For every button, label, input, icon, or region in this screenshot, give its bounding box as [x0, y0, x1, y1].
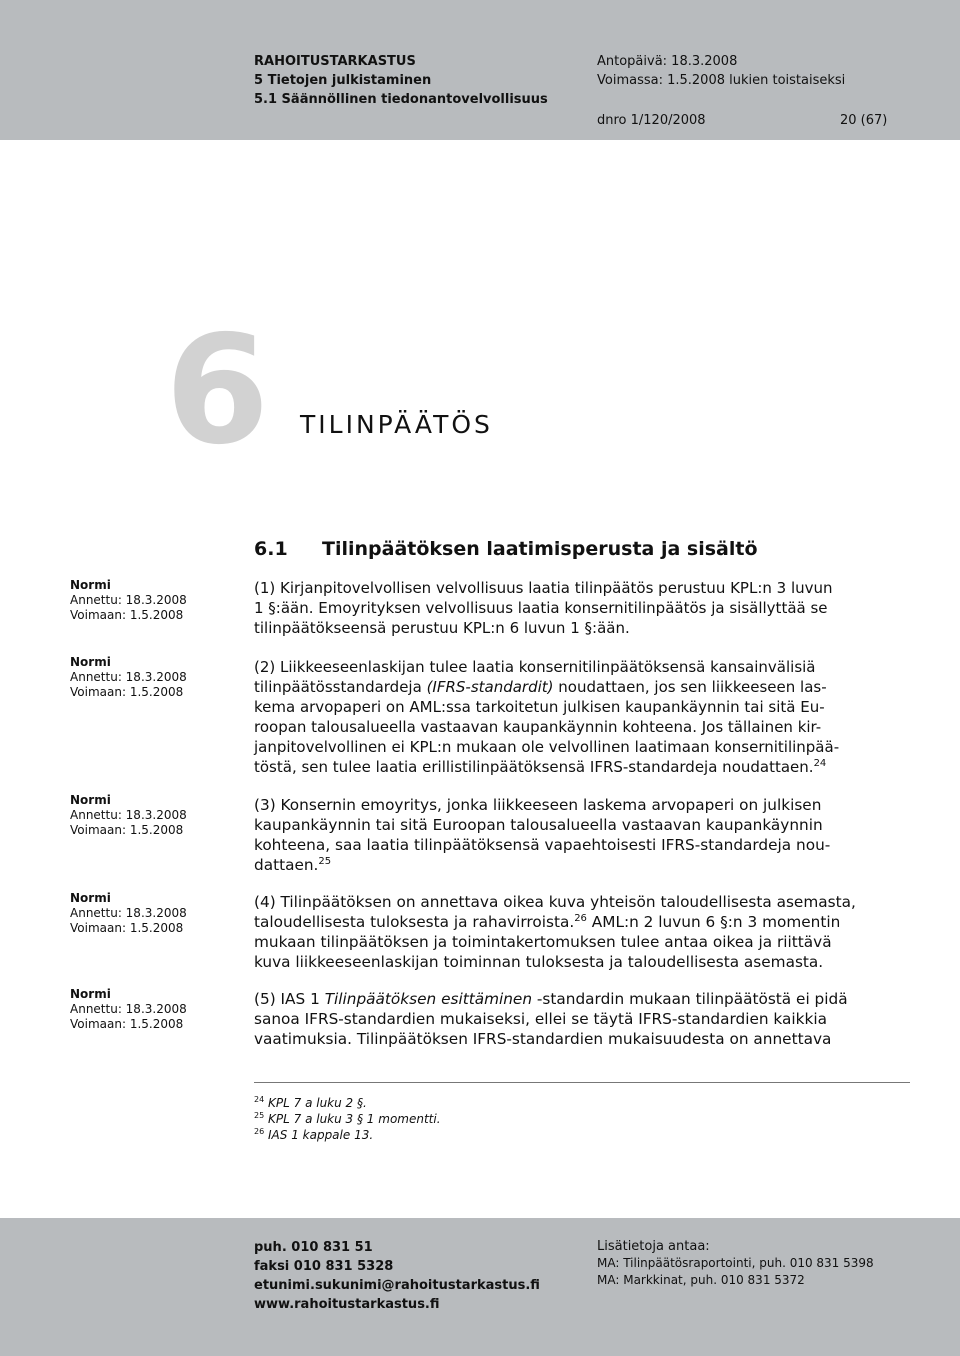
text-segment: (5) IAS 1 [254, 990, 325, 1008]
footer-info [597, 1238, 874, 1289]
text-line [254, 989, 894, 1009]
text-line: (1) Kirjanpitovelvollisen velvollisuus laatia tilinpäätös perustuu KPL:n 3 luvun [254, 579, 833, 597]
margin-note-issued: Annettu: 18.3.2008 [70, 906, 187, 920]
section-heading [254, 538, 758, 560]
chapter-title: TILINPÄÄTÖS [300, 410, 493, 439]
issue-date: Antopäivä: 18.3.2008 [597, 54, 738, 69]
margin-note-issued: Annettu: 18.3.2008 [70, 593, 187, 607]
section-number: 6.1 [254, 538, 288, 560]
text-line: (3) Konsernin emoyritys, jonka liikkeeseen laskema arvopaperi on julkisen [254, 796, 822, 814]
header-left [254, 52, 548, 109]
section-ref: 5.1 Säännöllinen tiedonantovelvollisuus [254, 92, 548, 107]
margin-note [70, 655, 187, 700]
info-title: Lisätietoja antaa: [597, 1239, 710, 1254]
text-line: tilinpäätökseensä perustuu KPL:n 6 luvun 1 §:ään. [254, 619, 630, 637]
paragraph-4 [254, 892, 894, 972]
org-name: RAHOITUSTARKASTUS [254, 54, 416, 69]
margin-note-type: Normi [70, 891, 111, 905]
text-line: kema arvopaperi on AML:ssa tarkoitetun julkisen kaupankäynnin tai sitä Eu- [254, 698, 825, 716]
text-line: mukaan tilinpäätöksen ja toimintakertomuksen tulee antaa oikea ja riittävä [254, 933, 832, 951]
text-line: 1 §:ään. Emoyrityksen velvollisuus laatia konsernitilinpäätös ja sisällyttää se [254, 599, 828, 617]
footnote-number: 26 [254, 1127, 265, 1136]
margin-note-issued: Annettu: 18.3.2008 [70, 808, 187, 822]
text-line: vaatimuksia. Tilinpäätöksen IFRS-standardien mukaisuudesta on annettava [254, 1030, 832, 1048]
header-right [597, 52, 845, 90]
footer-contacts [254, 1238, 540, 1314]
paragraph-3 [254, 795, 894, 875]
text-segment: noudattaen, jos sen liikkeeseen las- [553, 678, 827, 696]
margin-note [70, 578, 187, 623]
margin-note-type: Normi [70, 793, 111, 807]
paragraph-2 [254, 657, 894, 777]
text-line [254, 677, 894, 697]
footnote-number: 25 [254, 1111, 265, 1120]
footnote-number: 24 [254, 1095, 265, 1104]
text-segment: AML:n 2 luvun 6 §:n 3 momentin [586, 913, 841, 931]
margin-note-effective: Voimaan: 1.5.2008 [70, 608, 184, 622]
text-line: sanoa IFRS-standardien mukaiseksi, ellei se täytä IFRS-standardien kaikkia [254, 1010, 827, 1028]
margin-note-effective: Voimaan: 1.5.2008 [70, 823, 184, 837]
validity: Voimassa: 1.5.2008 lukien toistaiseksi [597, 73, 846, 88]
paragraph-5 [254, 989, 894, 1049]
margin-note [70, 793, 187, 838]
text-line: (2) Liikkeeseenlaskijan tulee laatia konsernitilinpäätöksensä kansainvälisiä [254, 658, 816, 676]
email-link[interactable]: etunimi.sukunimi@rahoitustarkastus.fi [254, 1278, 540, 1293]
footnote [254, 1128, 373, 1142]
page-footer [0, 1218, 960, 1356]
contact-line: MA: Markkinat, puh. 010 831 5372 [597, 1273, 805, 1287]
footnote [254, 1112, 441, 1126]
footnote-divider [254, 1082, 910, 1083]
footnote-text: IAS 1 kappale 13. [268, 1128, 374, 1142]
section-title: Tilinpäätöksen laatimisperusta ja sisältö [322, 538, 758, 560]
footnote [254, 1096, 367, 1110]
margin-note-issued: Annettu: 18.3.2008 [70, 1002, 187, 1016]
margin-note-type: Normi [70, 578, 111, 592]
text-line: roopan talousalueella vastaavan kaupankäynnin kohteena. Jos tällainen kir- [254, 718, 822, 736]
page-header [0, 0, 960, 140]
margin-note-effective: Voimaan: 1.5.2008 [70, 1017, 184, 1031]
text-segment: tilinpäätösstandardeja [254, 678, 427, 696]
website-link[interactable]: www.rahoitustarkastus.fi [254, 1297, 440, 1312]
footnote-text: KPL 7 a luku 3 § 1 momentti. [268, 1112, 441, 1126]
phone: puh. 010 831 51 [254, 1240, 373, 1255]
margin-note-type: Normi [70, 987, 111, 1001]
margin-note-issued: Annettu: 18.3.2008 [70, 670, 187, 684]
text-segment: taloudellisesta tuloksesta ja rahavirroista. [254, 913, 575, 931]
text-segment: -standardin mukaan tilinpäätöstä ei pidä [532, 990, 848, 1008]
contact-line: MA: Tilinpäätösraportointi, puh. 010 831 5398 [597, 1256, 874, 1270]
footnote-ref[interactable]: 26 [574, 913, 587, 924]
italic-term: (IFRS-standardit) [426, 678, 554, 696]
page-number: 20 (67) [840, 113, 888, 128]
footnote-ref[interactable]: 25 [318, 856, 332, 867]
footnote-text: KPL 7 a luku 2 §. [268, 1096, 367, 1110]
document-number: dnro 1/120/2008 [597, 113, 706, 128]
margin-note [70, 891, 187, 936]
margin-note-effective: Voimaan: 1.5.2008 [70, 921, 184, 935]
text-line: kaupankäynnin tai sitä Euroopan talousalueella vastaavan kaupankäynnin [254, 816, 823, 834]
margin-note [70, 987, 187, 1032]
text-line [254, 855, 894, 875]
fax: faksi 010 831 5328 [254, 1259, 394, 1274]
paragraph-1 [254, 578, 894, 638]
text-line: (4) Tilinpäätöksen on annettava oikea kuva yhteisön taloudellisesta asemasta, [254, 893, 856, 911]
text-segment: dattaen. [254, 856, 319, 874]
chapter-number: 6 [165, 304, 270, 478]
margin-note-effective: Voimaan: 1.5.2008 [70, 685, 184, 699]
italic-term: Tilinpäätöksen esittäminen [324, 990, 533, 1008]
footnote-ref[interactable]: 24 [813, 758, 827, 769]
chapter-ref: 5 Tietojen julkistaminen [254, 73, 432, 88]
text-line [254, 912, 894, 932]
text-segment: töstä, sen tulee laatia erillistilinpäätöksensä IFRS-standardeja noudattaen. [254, 758, 814, 776]
text-line [254, 757, 894, 777]
margin-note-type: Normi [70, 655, 111, 669]
text-line: janpitovelvollinen ei KPL:n mukaan ole velvollinen laatimaan konsernitilinpää- [254, 738, 840, 756]
text-line: kuva liikkeeseenlaskijan toiminnan tuloksesta ja taloudellisesta asemasta. [254, 953, 824, 971]
text-line: kohteena, saa laatia tilinpäätöksensä vapaehtoisesti IFRS-standardeja nou- [254, 836, 831, 854]
